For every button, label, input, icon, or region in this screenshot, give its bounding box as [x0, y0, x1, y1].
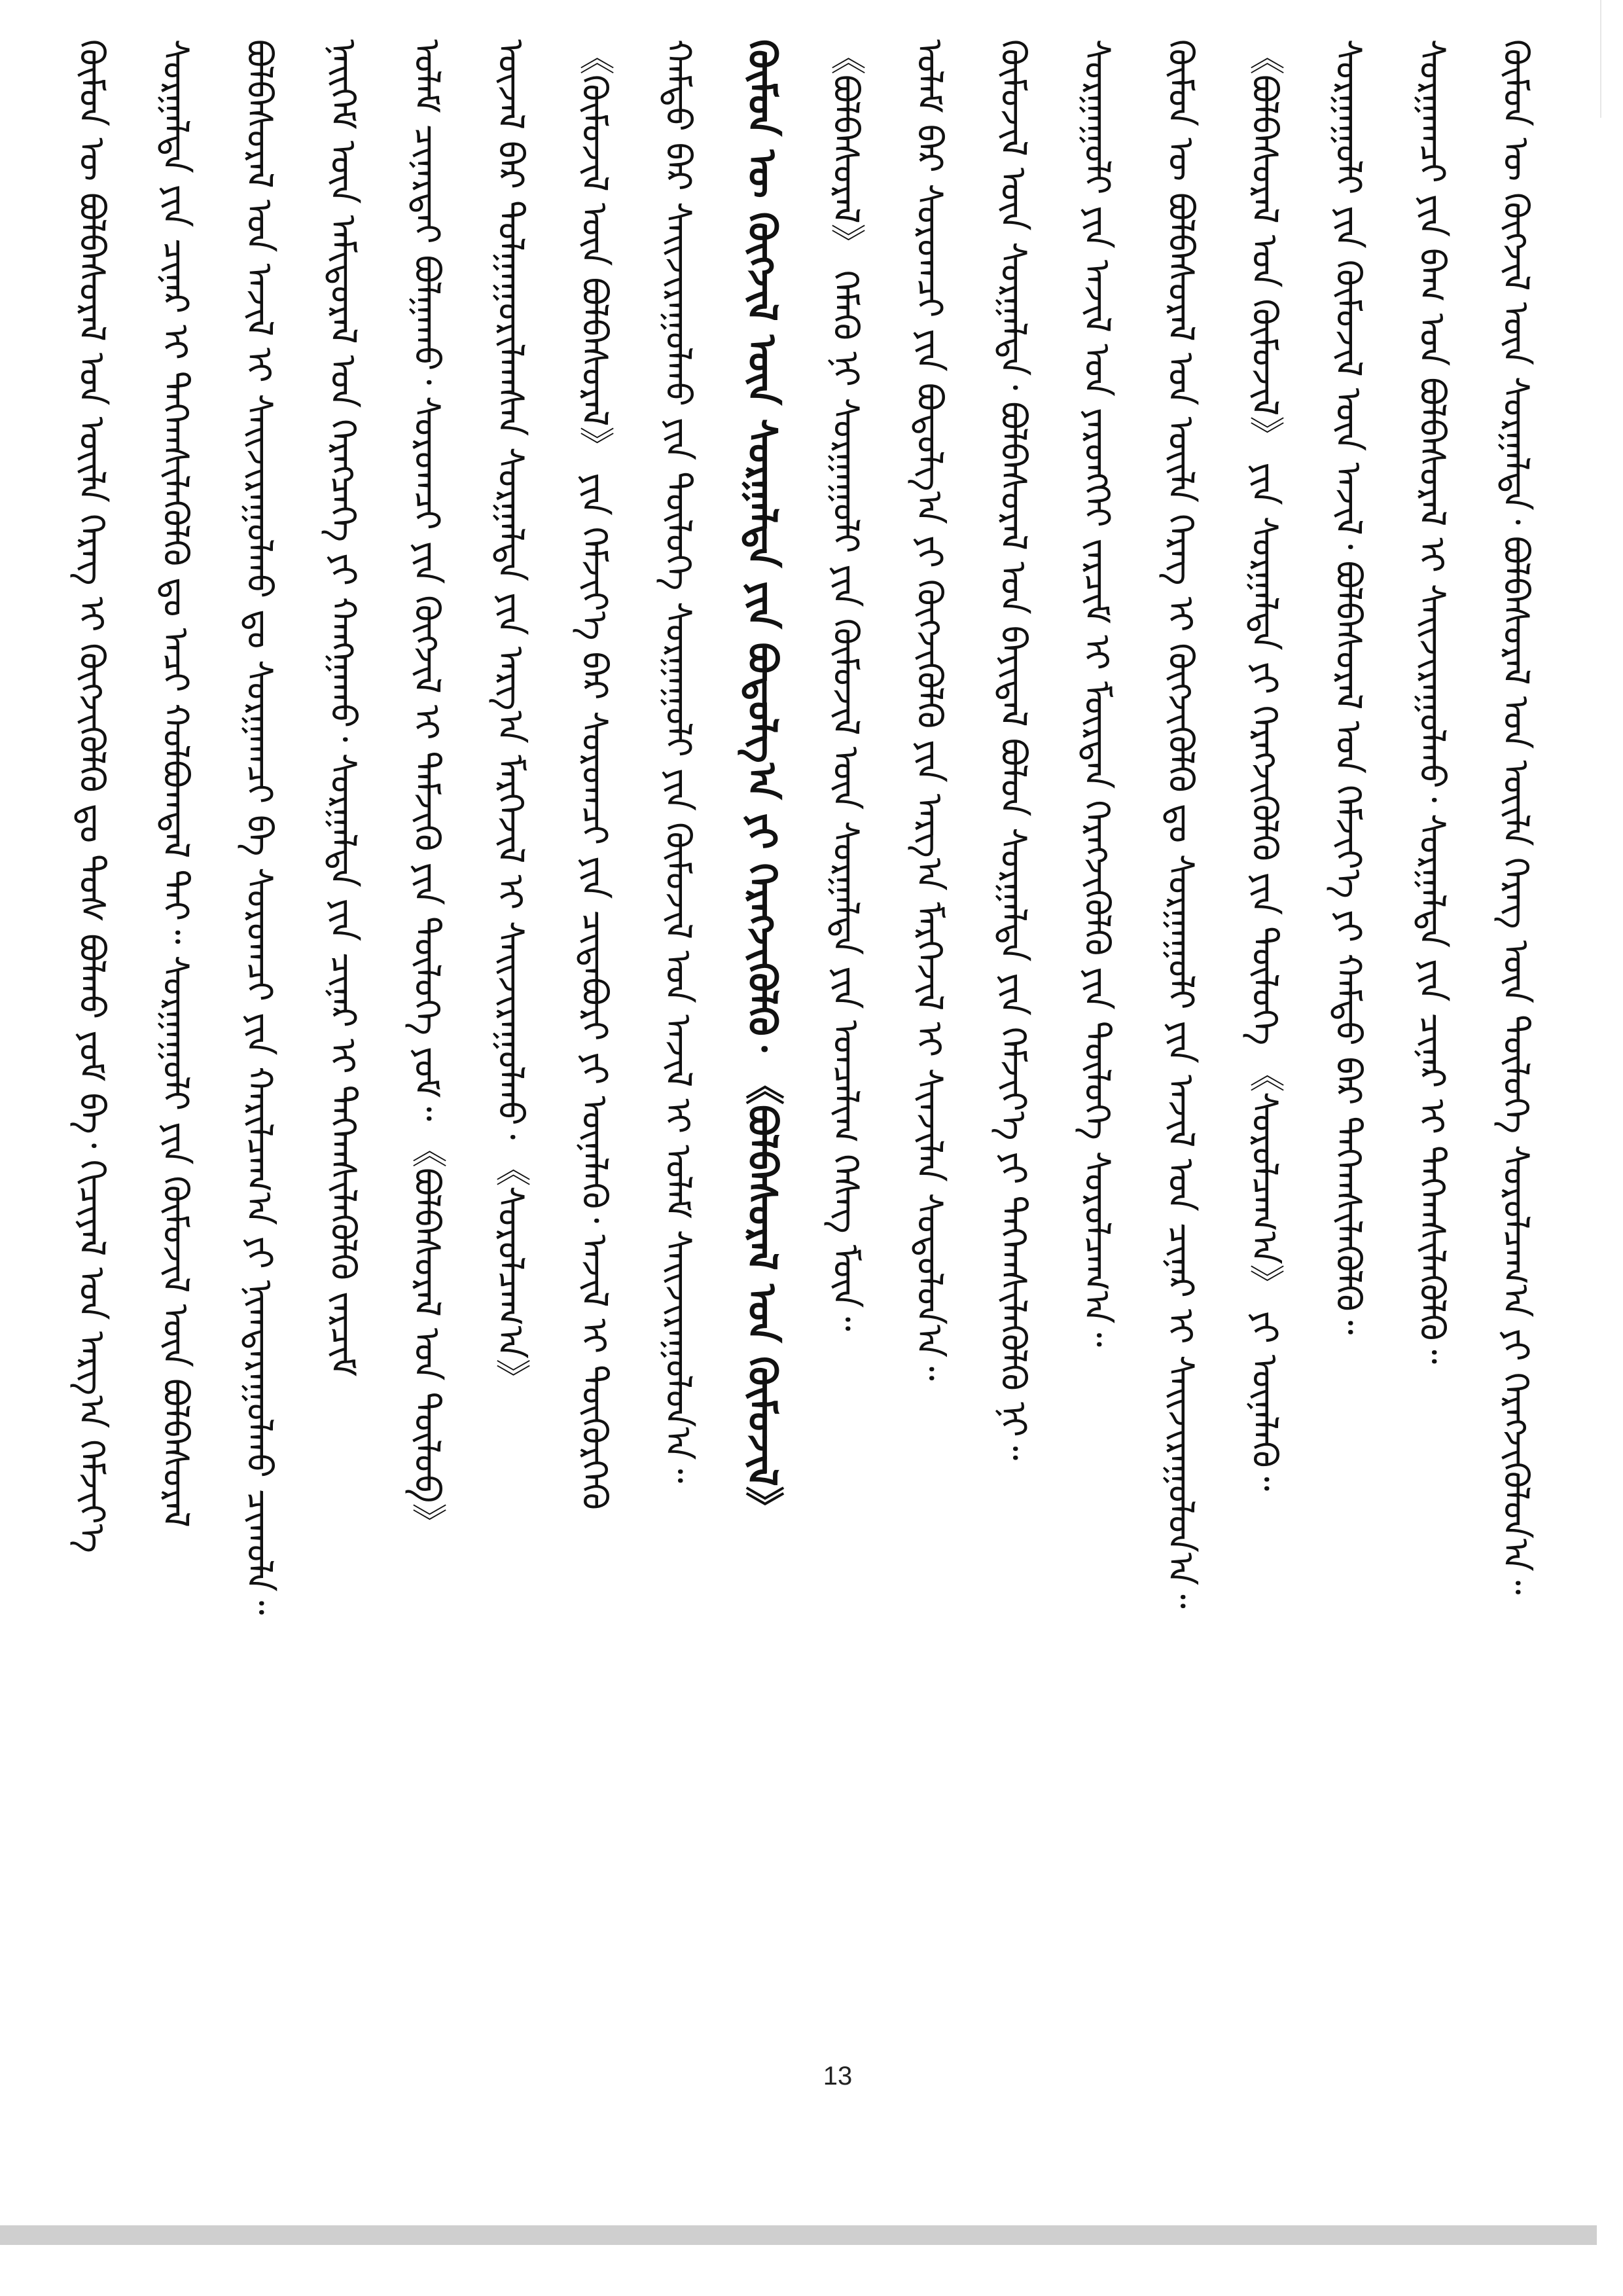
text-column: ᠬᠦᠮᠦᠨ ᠦ ᠪᠣᠯᠪᠠᠰᠤᠷᠠᠯ ᠤᠨ ᠦᠢᠯᠡ ᠬᠡᠷᠡᠭ ᠢ ᠬᠥᠭᠵᠢᠭᠦᠯᠬᠦ ᠳᠤ ᠲᠤᠰ ᠪᠣᠯᠬᠤ ᠶᠤᠮ ᠪᠠ᠂ ᠬᠢᠴᠢᠶᠡᠯ ᠤᠨ ᠠᠷᠭ᠎ᠠ ᠬᠡᠮᠵᠢᠶ᠎ᠡ: [71, 39, 113, 1553]
section-heading-column: ᠬᠦᠮᠦᠨ ᠦ ᠬᠥᠭᠵᠢᠯ ᠦᠨ ᠰᠤᠷᠭᠠᠯᠲᠠ ᠶᠢᠨ ᠪᠣᠳᠤᠯᠭ᠎ᠠ ᠶᠢ ᠬᠡᠷᠡᠭᠵᠢᠭᠦᠯᠬᠦ᠂ 《ᠪᠣᠯᠪᠠᠰᠤᠷᠠᠯ ᠤᠨ ᠬᠦᠮᠦᠵᠢᠯ》: [739, 39, 785, 1526]
viewer-bottom-bar: [0, 2225, 1597, 2245]
text-column: ᠤᠯᠠᠮ ᠪᠠᠷ ᠰᠤᠷᠤᠭᠴᠢ ᠶᠢᠨ ᠪᠣᠳᠤᠯᠭ᠎ᠠ ᠶᠢ ᠬᠥᠭᠵᠢᠭᠦᠯᠬᠦ ᠶᠢᠨ ᠠᠷᠭ᠎ᠠ ᠮᠡᠷᠭᠡᠵᠢᠯ ᠢ ᠰᠢᠨᠵᠢᠯᠡᠨ ᠰᠤᠳᠤᠯᠤᠨ᠎ᠠ᠃: [909, 39, 950, 1381]
text-column: ᠰᠤᠷᠭᠠᠭᠴᠢ ᠶᠢᠨ ᠪᠠᠭ ᠤᠨ ᠪᠣᠯᠪᠠᠰᠤᠷᠠᠯ ᠢ ᠰᠠᠢᠵᠢᠷᠠᠭᠤᠯᠬᠤ᠂ ᠰᠤᠷᠭᠠᠯᠲᠠ ᠶᠢᠨ ᠴᠢᠨᠠᠷ ᠢ ᠳᠡᠭᠡᠭ᠍ᠰᠢᠯᠡᠭᠦᠯᠬᠦ᠃: [1412, 39, 1453, 1364]
text-column: ᠦᠵᠡᠯ ᠪᠠᠷ ᠲᠤᠯᠭᠠᠭᠤᠷᠢᠯᠠᠭᠰᠠᠨ ᠰᠤᠷᠭᠠᠯᠲᠠ ᠶᠢᠨ ᠠᠷᠭ᠎ᠠ ᠮᠡᠷᠭᠡᠵᠢᠯ ᠢ ᠰᠠᠢᠵᠢᠷᠠᠭᠤᠯᠬᠤ᠂ 《ᠰᠤᠷᠤᠯᠴᠠᠭ᠎ᠠ》: [490, 39, 531, 1394]
text-column: ᠰᠤᠷᠭᠠᠭᠤᠯᠢ ᠶᠢᠨ ᠠᠵᠢᠯ ᠤᠨ ᠶᠡᠷᠦᠩᠬᠡᠢ ᠵᠠᠷᠴᠢᠮ ᠢ ᠮᠥᠷᠳᠡᠨ ᠬᠡᠷᠡᠭᠵᠢᠭᠦᠯᠬᠦ ᠶᠢᠨ ᠲᠥᠯᠥᠭᠡ ᠰᠤᠷᠤᠯᠴᠠᠭ᠎ᠠ᠃: [1077, 39, 1118, 1347]
text-column: 《ᠪᠣᠯᠪᠠᠰᠤᠷᠠᠯ ᠤᠨ ᠬᠦᠮᠦᠵᠢᠯ》 ᠶᠢᠨ ᠰᠤᠷᠭᠠᠯᠲᠠ ᠶᠢ ᠬᠡᠷᠡᠭᠵᠢᠭᠦᠯᠬᠦ ᠶᠢᠨ ᠲᠥᠯᠥᠭᠡ 《ᠰᠤᠷᠤᠯᠴᠠᠭ᠎ᠠ》 ᠶᠢ ᠦᠨᠡᠯᠡᠬᠦ᠃: [1244, 39, 1285, 1492]
text-column: ᠬᠦᠮᠦᠨ ᠦ ᠪᠣᠯᠪᠠᠰᠤᠷᠠᠯ ᠤᠨ ᠦᠢᠯᠡ ᠬᠡᠷᠡᠭ ᠢ ᠬᠥᠭᠵᠢᠭᠦᠯᠬᠦ ᠳᠤ ᠰᠤᠷᠭᠠᠭᠤᠯᠢ ᠶᠢᠨ ᠠᠵᠢᠯ ᠤᠨ ᠴᠢᠨᠠᠷ ᠢ ᠰᠠᠢᠵᠢᠷᠠᠭᠤᠯᠤᠨ᠎ᠠ᠃: [1160, 39, 1202, 1609]
mongolian-text-body: [52, 39, 1584, 2101]
text-column: ᠰᠤᠷᠭᠠᠯᠲᠠ ᠶᠢᠨ ᠴᠢᠨᠠᠷ ᠢ ᠳᠡᠭᠡᠭ᠍ᠰᠢᠯᠡᠭᠦᠯᠬᠦ ᠳᠤ ᠠᠴᠢ ᠬᠣᠯᠪᠣᠭᠳᠠᠯ ᠲᠠᠢ᠃ ᠰᠤᠷᠭᠠᠭᠤᠯᠢ ᠶᠢᠨ ᠬᠦᠮᠦᠵᠢᠯ ᠦᠨ ᠪᠣᠯᠪᠠᠰᠤᠷᠠᠯ: [155, 39, 196, 1528]
text-column: ᠬᠦᠮᠦᠵᠢᠯ ᠦᠨ ᠰᠤᠷᠭᠠᠯᠲᠠ᠂ ᠪᠣᠯᠪᠠᠰᠤᠷᠠᠯ ᠤᠨ ᠪᠠᠶᠢᠳᠠᠯ ᠪᠣᠯᠤᠨ ᠰᠤᠷᠭᠠᠯᠲᠠ ᠶᠢᠨ ᠬᠡᠮᠵᠢᠶ᠎ᠡ ᠶᠢ ᠳᠡᠭᠡᠭ᠍ᠰᠢᠯᠡᠭᠦᠯᠬᠦ ᠨᠢ᠃: [993, 39, 1034, 1461]
page-number: 13: [823, 2062, 853, 2090]
text-column: 《ᠬᠦᠮᠦᠵᠢᠯ ᠦᠨ ᠪᠣᠯᠪᠠᠰᠤᠷᠠᠯ》 ᠶᠢᠨ ᠬᠡᠮᠵᠢᠶ᠎ᠡ ᠪᠡᠷ ᠰᠤᠷᠤᠭᠴᠢ ᠶᠢᠨ ᠴᠢᠳᠠᠪᠤᠷᠢ ᠶᠢ ᠦᠨᠡᠯᠡᠬᠦ᠂ ᠠᠵᠢᠯ ᠢ ᠳᠦᠭᠦᠷᠭᠡᠬᠦ: [574, 39, 615, 1510]
text-column: ᠪᠣᠯᠪᠠᠰᠤᠷᠠᠯ ᠤᠨ ᠠᠵᠢᠯ ᠢ ᠰᠠᠢᠵᠢᠷᠠᠭᠤᠯᠬᠤ ᠳᠤ ᠰᠤᠷᠭᠠᠭᠴᠢ ᠪᠠ ᠰᠤᠷᠤᠭᠴᠢ ᠶᠢᠨ ᠬᠠᠷᠢᠯᠴᠠᠭ᠎ᠠ ᠶᠢ ᠨᠢᠭᠲᠠᠷᠠᠭᠤᠯᠬᠤ ᠴᠢᠬᠤᠯᠠ᠃: [239, 39, 280, 1615]
text-column: ᠬᠠᠮᠲᠤ ᠪᠡᠷ ᠰᠠᠢᠵᠢᠷᠠᠭᠤᠯᠬᠤ ᠶᠢᠨ ᠲᠥᠯᠥᠭᠡ ᠰᠤᠷᠭᠠᠭᠤᠯᠢ ᠶᠢᠨ ᠬᠦᠮᠦᠵᠢᠯ ᠤᠨ ᠠᠵᠢᠯ ᠢ ᠤᠯᠠᠮ ᠰᠠᠢᠵᠢᠷᠠᠭᠤᠯᠤᠨ᠎ᠠ᠃: [658, 39, 699, 1484]
text-column: ᠤᠯᠠᠮ ᠴᠢᠨᠠᠷᠲᠠᠢ ᠪᠣᠯᠭᠠᠬᠤ᠂ ᠰᠤᠷᠤᠭᠴᠢ ᠶᠢᠨ ᠬᠥᠭᠵᠢᠯ ᠢ ᠳᠡᠮᠵᠢᠬᠦ ᠶᠢᠨ ᠲᠥᠯᠥᠭᠡ ᠶᠤᠮ᠃ 《ᠪᠣᠯᠪᠠᠰᠤᠷᠠᠯ ᠤᠨ ᠲᠥᠯᠥᠪ》: [406, 39, 448, 1539]
text-column: ᠬᠦᠮᠦᠨ ᠦ ᠬᠥᠭᠵᠢᠯ ᠦᠨ ᠰᠤᠷᠭᠠᠯᠲᠠ᠂ ᠪᠣᠯᠪᠠᠰᠤᠷᠠᠯ ᠤᠨ ᠦᠢᠯᠡ ᠬᠡᠷᠡᠭ ᠦᠨ ᠲᠥᠯᠥᠭᠡ ᠰᠤᠷᠤᠯᠴᠠᠭ᠎ᠠ ᠶᠢ ᠬᠡᠷᠡᠭᠵᠢᠭᠦᠯᠤᠨ᠎ᠠ᠃: [1495, 39, 1537, 1595]
text-column: 《ᠪᠣᠯᠪᠠᠰᠤᠷᠠᠯ》 ᠬᠡᠮᠡᠬᠦ ᠨᠢ ᠰᠤᠷᠭᠠᠭᠤᠯᠢ ᠶᠢᠨ ᠬᠦᠮᠦᠵᠢᠯ ᠦᠨ ᠰᠤᠷᠭᠠᠯᠲᠠ ᠶᠢᠨ ᠣᠨᠴᠠᠯᠢᠭ ᠬᠡᠰᠡᠭ ᠮᠥᠨ᠃: [825, 39, 866, 1331]
text-column: ᠰᠤᠷᠭᠠᠭᠤᠯᠢ ᠶᠢᠨ ᠬᠦᠮᠦᠵᠢᠯ ᠦᠨ ᠠᠵᠢᠯ᠂ ᠪᠣᠯᠪᠠᠰᠤᠷᠠᠯ ᠤᠨ ᠬᠡᠮᠵᠢᠶ᠎ᠡ ᠶᠢ ᠬᠠᠮᠲᠤ ᠪᠡᠷ ᠳᠡᠭᠡᠭ᠍ᠰᠢᠯᠡᠭᠦᠯᠬᠦ᠃: [1328, 39, 1369, 1335]
text-column: ᠨᠡᠢᠭᠡᠮ ᠦᠨ ᠠᠮᠢᠳᠤᠷᠠᠯ ᠤᠨ ᠬᠡᠷᠡᠭᠴᠡᠭᠡ ᠶᠢ ᠬᠠᠩᠭᠠᠬᠤ᠂ ᠰᠤᠷᠭᠠᠯᠲᠠ ᠶᠢᠨ ᠴᠢᠨᠠᠷ ᠢ ᠳᠡᠭᠡᠭ᠍ᠰᠢᠯᠡᠭᠦᠯᠬᠦ ᠵᠠᠷᠴᠢᠮ: [323, 39, 364, 1377]
scan-edge-mark: [1600, 0, 1601, 118]
